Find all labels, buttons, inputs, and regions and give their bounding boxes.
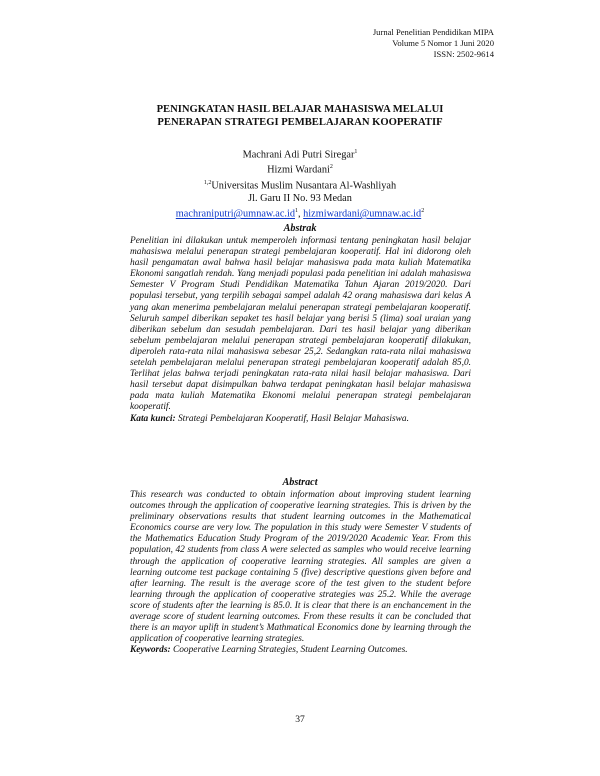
email-line — [130, 205, 470, 220]
author-1-sup: 1 — [354, 149, 358, 155]
author-2-sup: 2 — [329, 164, 333, 171]
author-1 — [130, 146, 470, 161]
abstract-heading: Abstract — [282, 477, 318, 488]
journal-header — [373, 27, 494, 60]
email-separator: , — [297, 208, 304, 220]
abstrak-keywords — [130, 414, 471, 425]
affiliation-name: Universitas Muslim Nusantara Al-Washliyah — [211, 180, 397, 192]
email-link-1[interactable]: machraniputri@umnaw.ac.id — [175, 208, 295, 220]
abstract-keywords-text: Cooperative Learning Strategies, Student Learning Outcomes. — [170, 645, 408, 656]
paper-title — [130, 104, 470, 129]
title-line: PENINGKATAN HASIL BELAJAR MAHASISWA MELALUI — [156, 104, 444, 115]
author-2 — [130, 161, 470, 176]
journal-issn: ISSN: 2502-9614 — [433, 49, 494, 59]
author-1-name: Machrani Adi Putri Siregar — [242, 149, 355, 161]
abstrak-keywords-label: Kata kunci: — [130, 413, 176, 424]
abstract-keywords-label: Keywords: — [130, 645, 171, 656]
page-number: 37 — [295, 714, 305, 725]
abstrak-body — [130, 236, 471, 425]
address: Jl. Garu II No. 93 Medan — [248, 193, 352, 205]
affiliation — [130, 177, 470, 192]
abstrak-keywords-text: Strategi Pembelajaran Kooperatif, Hasil Belajar Mahasiswa. — [175, 413, 409, 424]
abstract-body — [130, 490, 471, 656]
abstrak-text: Penelitian ini dilakukan untuk memperoleh informasi tentang peningkatan hasil belajar mahasiswa melalui penerapan strategi pembelajaran kooperatif. Hal ini didorong oleh hasil pengamatan awal bahwa hasil belajar mahasiswa pada mata kuliah Matematika Ekonomi sangatlah rendah. Yang menjadi populasi pada penelitian ini adalah mahasiswa Semester V Program Studi Pendidikan Matematika Tahun Ajaran 2019/2020. Dari populasi tersebut, yang terpilih sebagai sampel adalah 42 orang mahasiswa dari kelas A yang akan menerima pembelajaran melalui penerapan strategi pembelajaran kooperatif. Seluruh sampel diberikan sepaket tes hasil belajar yang berisi 5 (lima) soal uraian yang diberikan sebelum dan sesudah pembelajaran. Dari tes hasil belajar yang diberikan sebelum pembelajaran melalui penerapan strategi pembelajaran kooperatif dilakukan, diperoleh rata-rata nilai mahasiswa sebesar 25,2. Sedangkan rata-rata nilai mahasiswa setelah pembelajaran melalui penerapan strategi pembelajaran kooperatif adalah 85,0. Terlihat jelas bahwa terjadi peningkatan rata-rata nilai hasil belajar mahasiswa. Dari hasil tersebut dapat disimpulkan bahwa terdapat peningkatan hasil belajar mahasiswa pada mata kuliah Matematika Ekonomi melalui penerapan strategi pembelajaran kooperatif. — [130, 236, 471, 413]
author-block — [130, 146, 470, 221]
journal-volume: Volume 5 Nomor 1 Juni 2020 — [392, 38, 494, 48]
abstrak-heading: Abstrak — [283, 223, 317, 234]
abstract-keywords — [130, 645, 471, 656]
affiliation-sup: 1,2 — [203, 179, 212, 186]
author-2-name: Hizmi Wardani — [267, 164, 330, 176]
abstract-text: This research was conducted to obtain information about improving student learning outcomes through the application of cooperative learning strategies. This is driven by the preliminary observations results that student learning outcomes in the Mathematical Economics course are very low. The population in this study were Semester V students of the Mathematics Education Study Program of the 2019/2020 Academic Year. From this population, 42 students from class A were selected as samples who would receive learning through the application of cooperative learning strategies. All samples are given a learning outcome test package containing 5 (five) descriptive questions given before and after learning. The result is the average score of the test given to the student before learning through the application of cooperative strategies was 25.2. While the average score of students after the learning is 85.0. It is clear that there is an enchancement in the average score of student learning outcomes. From these results it can be concluded that there is an mayor uplift in student’s Mathmatical Economics done by learning through the application of cooperative learning strategies. — [130, 490, 471, 645]
email-link-2[interactable]: hizmiwardani@umnaw.ac.id — [303, 208, 422, 220]
title-line: PENERAPAN STRATEGI PEMBELAJARAN KOOPERATIF — [157, 116, 443, 128]
email-1-sup: 1 — [294, 208, 298, 215]
email-2-sup: 2 — [421, 208, 425, 215]
journal-name: Jurnal Penelitian Pendidikan MIPA — [372, 27, 494, 37]
